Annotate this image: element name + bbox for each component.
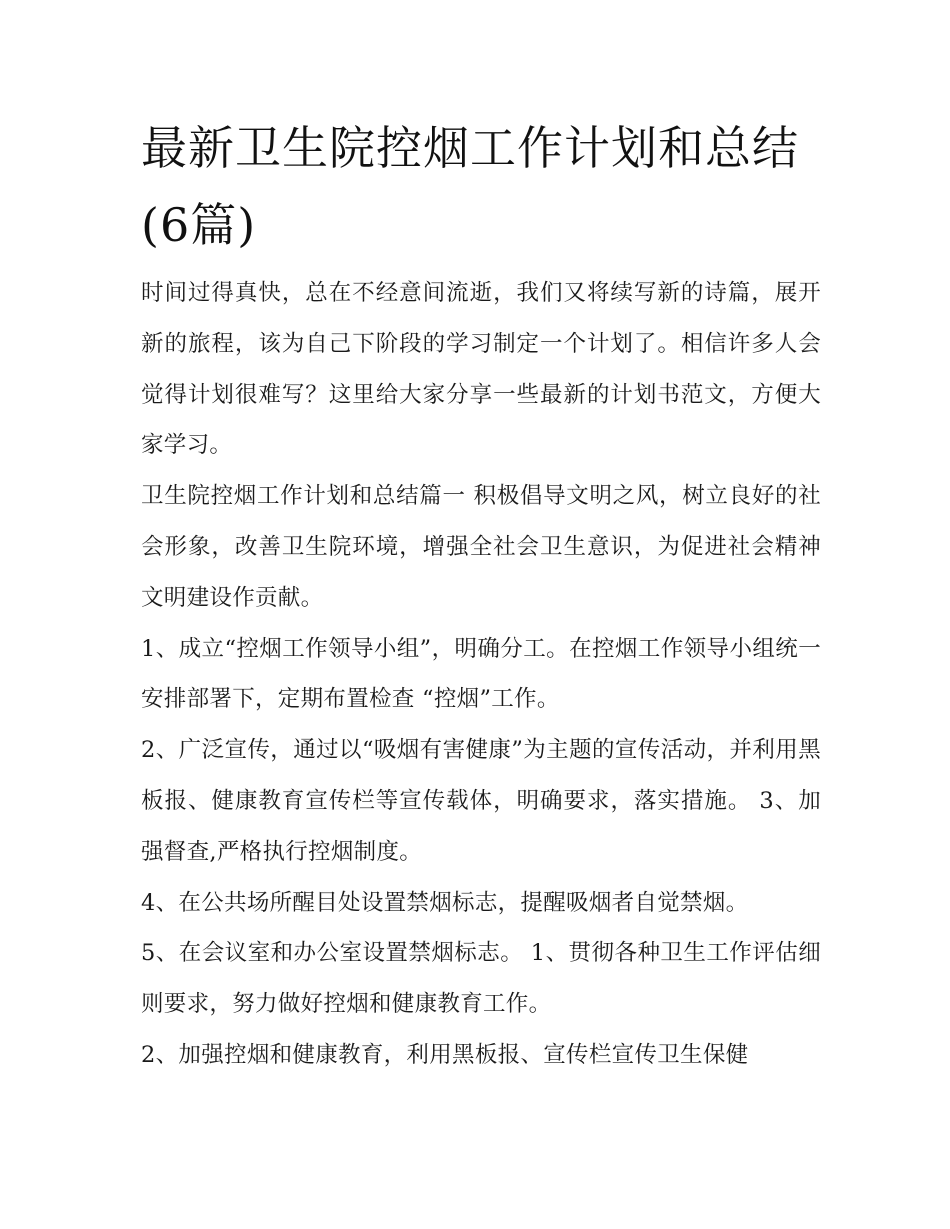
- paragraph-item-1: 1、成立“控烟工作领导小组”，明确分工。在控烟工作领导小组统一安排部署下，定期布置检查 “控烟”工作。: [141, 635, 821, 713]
- document-title: 最新卫生院控烟工作计划和总结(6篇): [141, 121, 799, 252]
- paragraph-item-2: 2、广泛宣传，通过以“吸烟有害健康”为主题的宣传活动，并利用黑板报、健康教育宣传栏等宣传载体，明确要求，落实措施。 3、加强督查,严格执行控烟制度。: [141, 737, 821, 865]
- paragraph-item-4: 4、在公共场所醒目处设置禁烟标志，提醒吸烟者自觉禁烟。: [141, 889, 749, 916]
- paragraph-section-one: 卫生院控烟工作计划和总结篇一 积极倡导文明之风，树立良好的社会形象，改善卫生院环境，增强全社会卫生意识，为促进社会精神文明建设作贡献。: [141, 483, 821, 611]
- paragraph-item-5: 5、在会议室和办公室设置禁烟标志。 1、贯彻各种卫生工作评估细则要求，努力做好控烟和健康教育工作。: [141, 940, 821, 1018]
- paragraph-intro: 时间过得真快，总在不经意间流逝，我们又将续写新的诗篇，展开新的旅程，该为自己下阶段的学习制定一个计划了。相信许多人会觉得计划很难写？这里给大家分享一些最新的计划书范文，方便大家学习。: [141, 280, 821, 459]
- document-body: [141, 110, 821, 1081]
- paragraph-item-2b: 2、加强控烟和健康教育，利用黑板报、宣传栏宣传卫生保健: [141, 1041, 749, 1068]
